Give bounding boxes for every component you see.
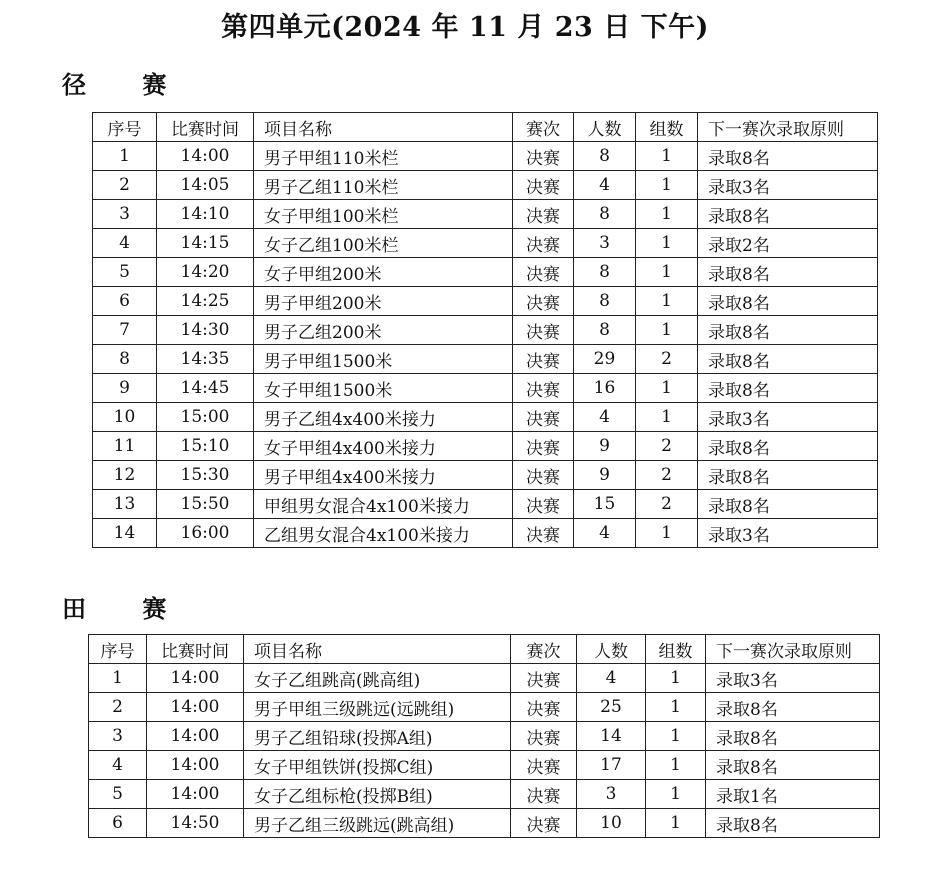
- cell-advance-rule: 录取8名: [698, 345, 878, 374]
- cell-index: 13: [93, 490, 157, 519]
- cell-index: 1: [89, 664, 147, 693]
- cell-time: 14:00: [147, 693, 244, 722]
- cell-groups: 1: [636, 403, 698, 432]
- cell-time: 14:00: [147, 751, 244, 780]
- cell-advance-rule: 录取8名: [698, 432, 878, 461]
- cell-count: 4: [574, 519, 636, 548]
- cell-time: 14:00: [147, 722, 244, 751]
- cell-time: 14:50: [147, 809, 244, 838]
- cell-time: 14:20: [157, 258, 254, 287]
- cell-round: 决赛: [511, 751, 577, 780]
- cell-groups: 1: [646, 751, 706, 780]
- cell-advance-rule: 录取2名: [698, 229, 878, 258]
- header-event: 项目名称: [244, 635, 511, 664]
- cell-index: 4: [93, 229, 157, 258]
- cell-advance-rule: 录取3名: [698, 403, 878, 432]
- cell-time: 15:50: [157, 490, 254, 519]
- cell-time: 15:30: [157, 461, 254, 490]
- cell-time: 14:45: [157, 374, 254, 403]
- cell-event: 男子乙组铅球(投掷A组): [244, 722, 511, 751]
- header-time: 比赛时间: [157, 113, 254, 142]
- cell-groups: 2: [636, 461, 698, 490]
- table-row: [93, 490, 878, 519]
- cell-event: 男子甲组三级跳远(远跳组): [244, 693, 511, 722]
- table-row: [93, 403, 878, 432]
- cell-advance-rule: 录取8名: [706, 751, 880, 780]
- cell-event: 男子甲组1500米: [254, 345, 513, 374]
- cell-groups: 1: [636, 171, 698, 200]
- cell-event: 男子乙组200米: [254, 316, 513, 345]
- cell-count: 8: [574, 200, 636, 229]
- cell-groups: 1: [646, 693, 706, 722]
- header-index: 序号: [89, 635, 147, 664]
- cell-event: 男子乙组110米栏: [254, 171, 513, 200]
- table-row: [93, 258, 878, 287]
- cell-round: 决赛: [513, 432, 574, 461]
- cell-advance-rule: 录取3名: [706, 664, 880, 693]
- cell-event: 女子乙组100米栏: [254, 229, 513, 258]
- header-groups: 组数: [636, 113, 698, 142]
- cell-groups: 1: [636, 287, 698, 316]
- cell-count: 10: [577, 809, 646, 838]
- cell-index: 2: [89, 693, 147, 722]
- cell-groups: 1: [636, 258, 698, 287]
- header-round: 赛次: [511, 635, 577, 664]
- cell-count: 4: [574, 171, 636, 200]
- cell-count: 17: [577, 751, 646, 780]
- cell-round: 决赛: [513, 200, 574, 229]
- cell-advance-rule: 录取8名: [698, 200, 878, 229]
- cell-event: 男子甲组4x400米接力: [254, 461, 513, 490]
- table-header-row: [89, 635, 880, 664]
- cell-event: 女子甲组200米: [254, 258, 513, 287]
- header-index: 序号: [93, 113, 157, 142]
- cell-round: 决赛: [513, 316, 574, 345]
- header-groups: 组数: [646, 635, 706, 664]
- cell-advance-rule: 录取8名: [706, 809, 880, 838]
- cell-advance-rule: 录取8名: [698, 461, 878, 490]
- page-title: 第四单元(2024 年 11 月 23 日 下午): [221, 12, 709, 43]
- cell-groups: 1: [636, 316, 698, 345]
- table-row: [93, 345, 878, 374]
- cell-count: 4: [577, 664, 646, 693]
- table-row: [93, 432, 878, 461]
- cell-advance-rule: 录取8名: [698, 287, 878, 316]
- cell-round: 决赛: [513, 345, 574, 374]
- cell-advance-rule: 录取3名: [698, 171, 878, 200]
- cell-index: 7: [93, 316, 157, 345]
- cell-index: 5: [93, 258, 157, 287]
- cell-count: 9: [574, 432, 636, 461]
- cell-advance-rule: 录取8名: [706, 722, 880, 751]
- cell-count: 8: [574, 316, 636, 345]
- cell-advance-rule: 录取3名: [698, 519, 878, 548]
- table-row: [89, 722, 880, 751]
- cell-groups: 1: [646, 722, 706, 751]
- track-schedule-table: [92, 112, 878, 548]
- cell-advance-rule: 录取8名: [698, 490, 878, 519]
- cell-index: 3: [93, 200, 157, 229]
- cell-time: 16:00: [157, 519, 254, 548]
- table-row: [93, 200, 878, 229]
- header-event: 项目名称: [254, 113, 513, 142]
- header-count: 人数: [577, 635, 646, 664]
- header-advance-rule: 下一赛次录取原则: [706, 635, 880, 664]
- cell-event: 男子甲组200米: [254, 287, 513, 316]
- cell-round: 决赛: [513, 171, 574, 200]
- cell-time: 14:00: [147, 780, 244, 809]
- cell-count: 8: [574, 142, 636, 171]
- cell-index: 6: [89, 809, 147, 838]
- field-section-heading: 田 赛: [62, 594, 191, 623]
- table-row: [93, 287, 878, 316]
- table-row: [93, 142, 878, 171]
- cell-groups: 2: [636, 432, 698, 461]
- table-row: [89, 693, 880, 722]
- cell-groups: 1: [636, 200, 698, 229]
- cell-advance-rule: 录取8名: [698, 374, 878, 403]
- cell-event: 乙组男女混合4x100米接力: [254, 519, 513, 548]
- header-time: 比赛时间: [147, 635, 244, 664]
- cell-time: 14:15: [157, 229, 254, 258]
- cell-round: 决赛: [511, 693, 577, 722]
- track-section-heading: 径 赛: [62, 70, 191, 99]
- cell-time: 14:35: [157, 345, 254, 374]
- cell-count: 16: [574, 374, 636, 403]
- cell-round: 决赛: [513, 258, 574, 287]
- cell-groups: 1: [646, 780, 706, 809]
- cell-round: 决赛: [513, 229, 574, 258]
- table-row: [89, 664, 880, 693]
- cell-event: 女子甲组1500米: [254, 374, 513, 403]
- cell-count: 4: [574, 403, 636, 432]
- cell-time: 14:00: [147, 664, 244, 693]
- cell-advance-rule: 录取1名: [706, 780, 880, 809]
- table-row: [89, 780, 880, 809]
- table-row: [93, 171, 878, 200]
- cell-round: 决赛: [513, 374, 574, 403]
- cell-time: 14:05: [157, 171, 254, 200]
- cell-advance-rule: 录取8名: [698, 142, 878, 171]
- cell-round: 决赛: [513, 461, 574, 490]
- cell-event: 女子乙组标枪(投掷B组): [244, 780, 511, 809]
- cell-advance-rule: 录取8名: [698, 258, 878, 287]
- cell-event: 女子甲组铁饼(投掷C组): [244, 751, 511, 780]
- cell-count: 9: [574, 461, 636, 490]
- cell-round: 决赛: [511, 809, 577, 838]
- cell-groups: 2: [636, 490, 698, 519]
- cell-count: 8: [574, 258, 636, 287]
- cell-groups: 1: [636, 142, 698, 171]
- cell-round: 决赛: [513, 142, 574, 171]
- cell-index: 11: [93, 432, 157, 461]
- cell-time: 14:25: [157, 287, 254, 316]
- cell-advance-rule: 录取8名: [706, 693, 880, 722]
- cell-time: 15:10: [157, 432, 254, 461]
- cell-round: 决赛: [511, 664, 577, 693]
- cell-groups: 1: [646, 809, 706, 838]
- cell-count: 29: [574, 345, 636, 374]
- cell-round: 决赛: [513, 490, 574, 519]
- cell-groups: 1: [636, 374, 698, 403]
- cell-index: 4: [89, 751, 147, 780]
- table-header-row: [93, 113, 878, 142]
- cell-count: 3: [574, 229, 636, 258]
- cell-index: 2: [93, 171, 157, 200]
- table-row: [93, 519, 878, 548]
- table-row: [93, 316, 878, 345]
- cell-round: 决赛: [513, 403, 574, 432]
- cell-groups: 1: [646, 664, 706, 693]
- cell-groups: 1: [636, 519, 698, 548]
- cell-index: 14: [93, 519, 157, 548]
- table-row: [93, 461, 878, 490]
- cell-event: 男子乙组三级跳远(跳高组): [244, 809, 511, 838]
- cell-round: 决赛: [513, 519, 574, 548]
- cell-index: 8: [93, 345, 157, 374]
- cell-index: 12: [93, 461, 157, 490]
- cell-count: 14: [577, 722, 646, 751]
- header-count: 人数: [574, 113, 636, 142]
- cell-event: 男子乙组4x400米接力: [254, 403, 513, 432]
- cell-index: 9: [93, 374, 157, 403]
- cell-index: 1: [93, 142, 157, 171]
- cell-event: 女子乙组跳高(跳高组): [244, 664, 511, 693]
- field-schedule-table: [88, 634, 880, 838]
- table-row: [93, 229, 878, 258]
- cell-time: 14:10: [157, 200, 254, 229]
- cell-round: 决赛: [511, 780, 577, 809]
- cell-time: 15:00: [157, 403, 254, 432]
- cell-time: 14:30: [157, 316, 254, 345]
- table-row: [89, 809, 880, 838]
- cell-event: 女子甲组4x400米接力: [254, 432, 513, 461]
- cell-index: 5: [89, 780, 147, 809]
- cell-event: 甲组男女混合4x100米接力: [254, 490, 513, 519]
- cell-event: 男子甲组110米栏: [254, 142, 513, 171]
- cell-advance-rule: 录取8名: [698, 316, 878, 345]
- cell-groups: 2: [636, 345, 698, 374]
- cell-index: 6: [93, 287, 157, 316]
- cell-index: 3: [89, 722, 147, 751]
- header-advance-rule: 下一赛次录取原则: [698, 113, 878, 142]
- header-round: 赛次: [513, 113, 574, 142]
- cell-round: 决赛: [511, 722, 577, 751]
- cell-count: 8: [574, 287, 636, 316]
- cell-index: 10: [93, 403, 157, 432]
- cell-time: 14:00: [157, 142, 254, 171]
- cell-event: 女子甲组100米栏: [254, 200, 513, 229]
- table-row: [93, 374, 878, 403]
- cell-count: 25: [577, 693, 646, 722]
- cell-count: 3: [577, 780, 646, 809]
- table-row: [89, 751, 880, 780]
- cell-count: 15: [574, 490, 636, 519]
- cell-round: 决赛: [513, 287, 574, 316]
- cell-groups: 1: [636, 229, 698, 258]
